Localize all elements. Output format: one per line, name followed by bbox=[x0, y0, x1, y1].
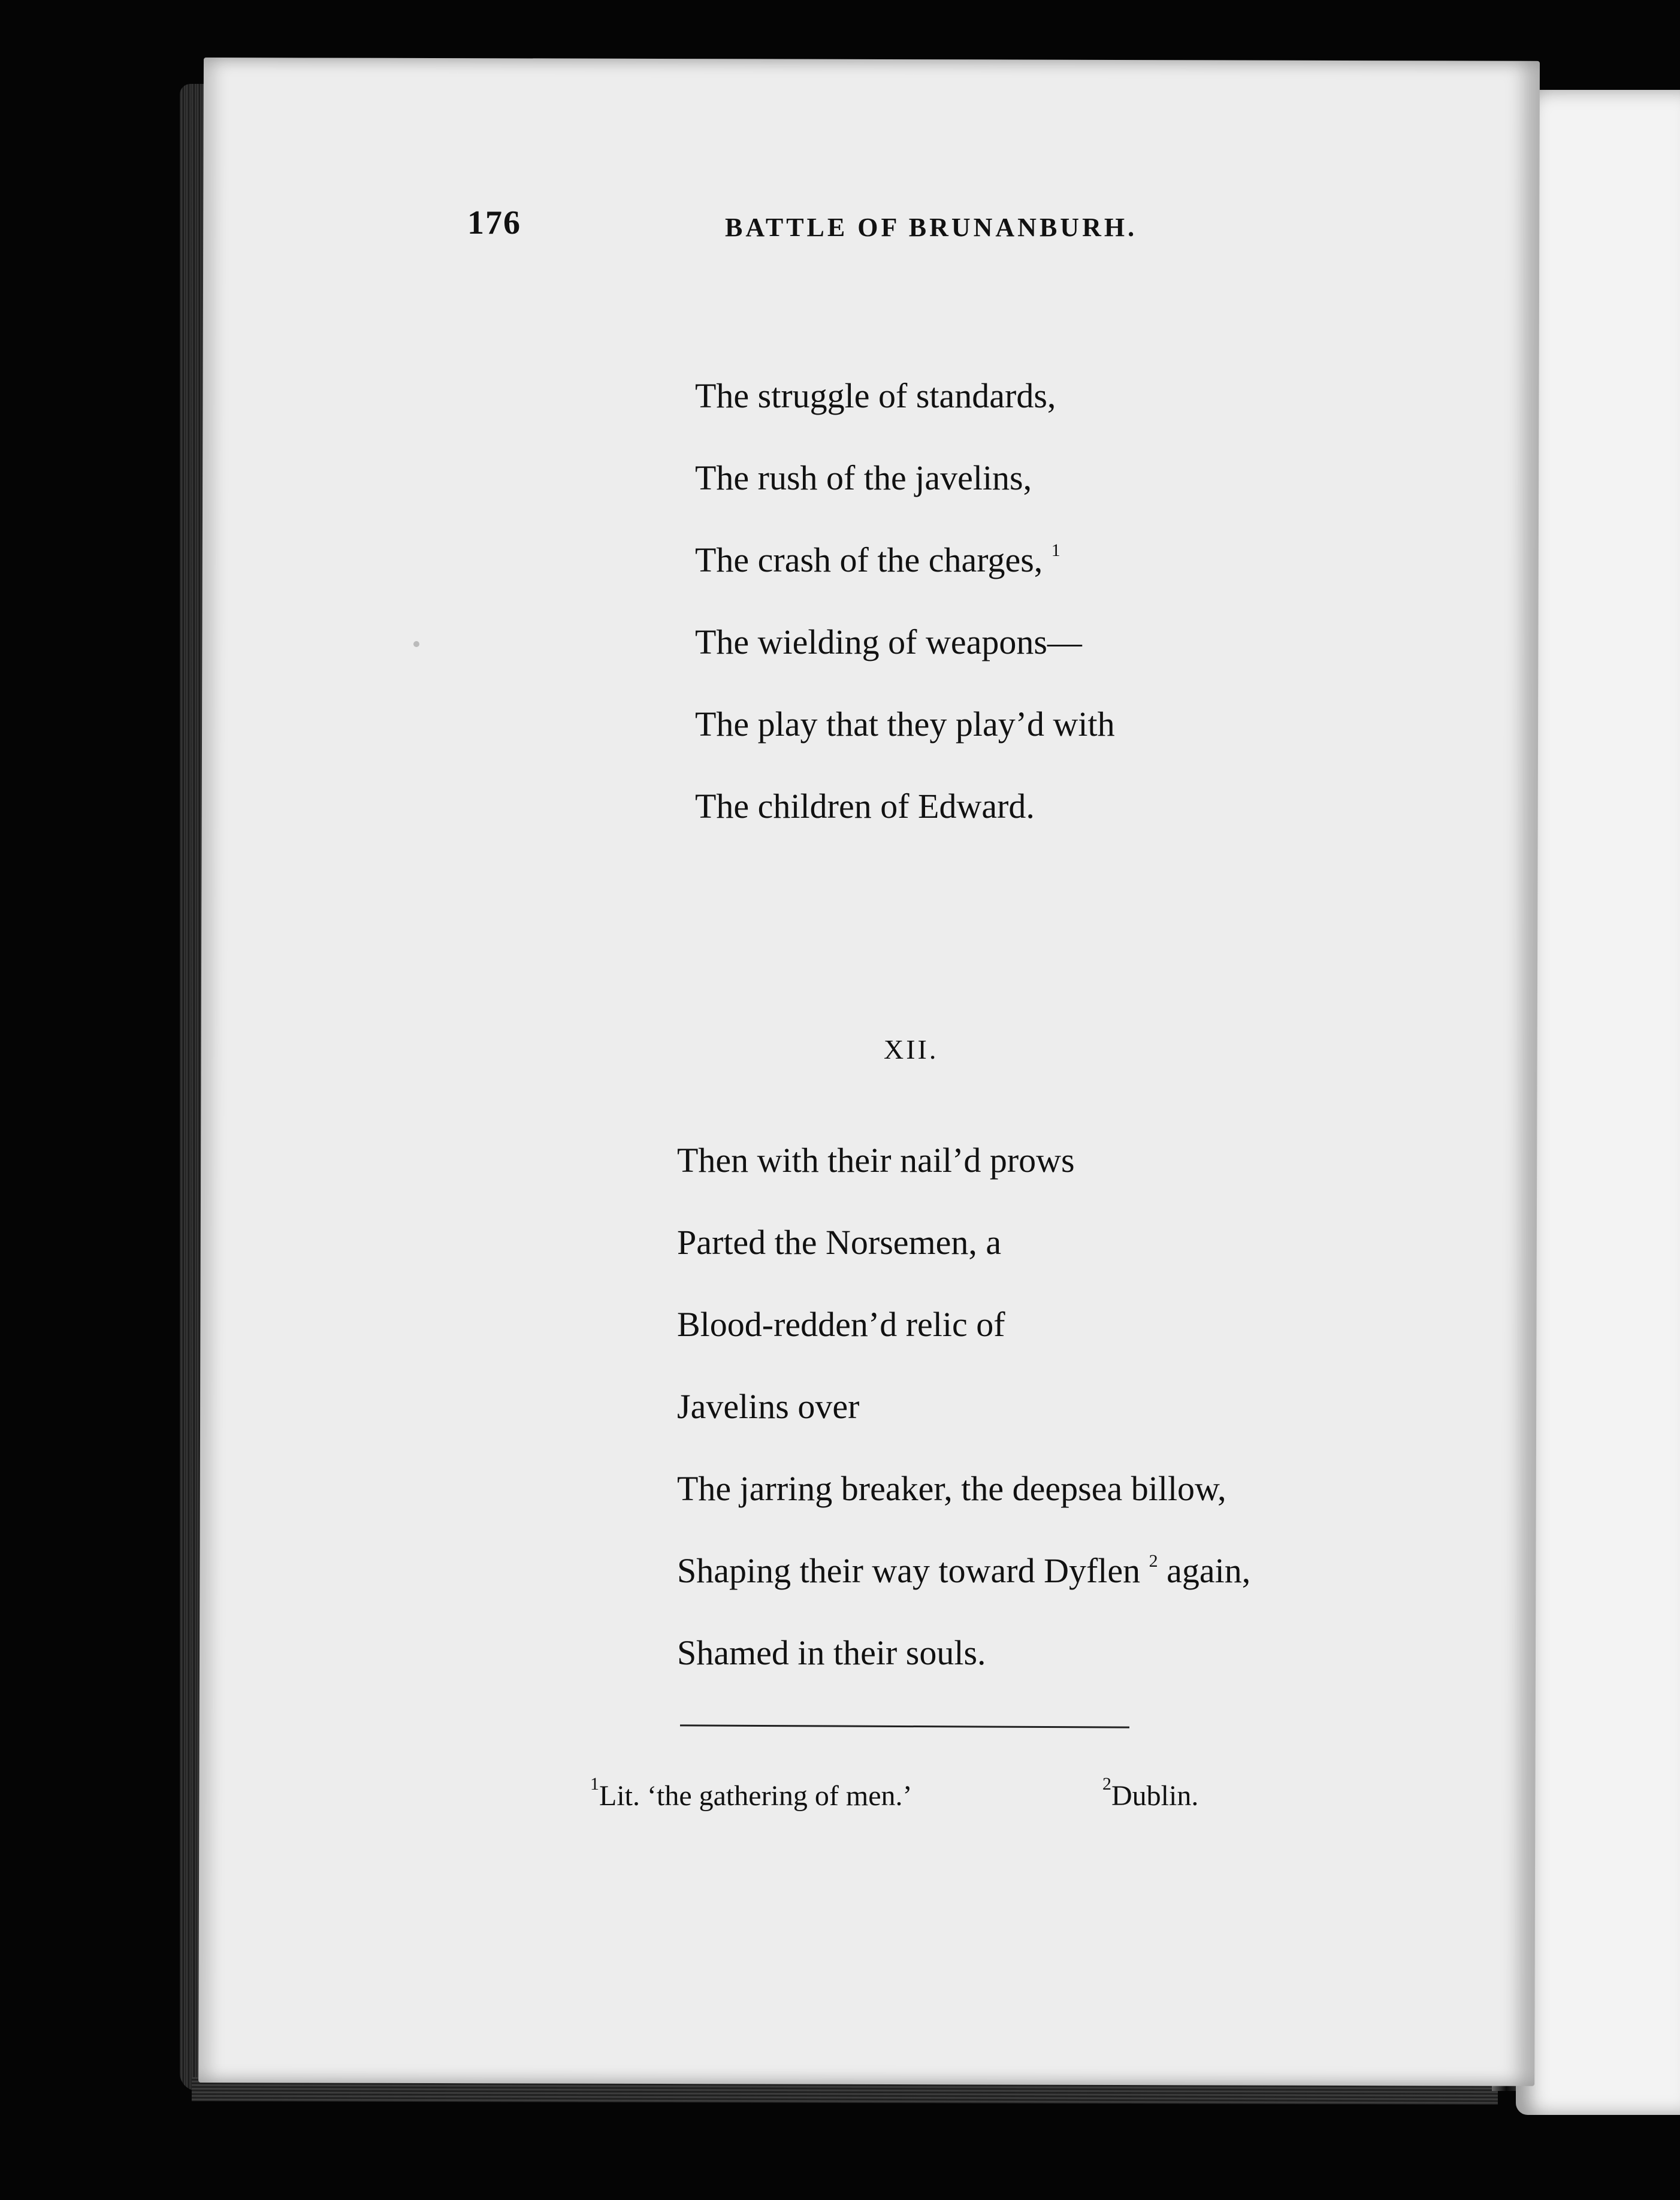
footnote-ref[interactable]: 1 bbox=[1051, 540, 1060, 560]
footnote-mark: 1 bbox=[590, 1774, 599, 1794]
running-title: BATTLE OF BRUNANBURH. bbox=[725, 213, 1138, 242]
verse-line: Shaping their way toward Dyflen $^2$ again, bbox=[677, 1551, 1251, 1590]
section-numeral: XII. bbox=[884, 1034, 939, 1065]
verse-line: Javelins over bbox=[677, 1387, 860, 1426]
verse-line: Then with their nail’d prows bbox=[677, 1141, 1075, 1180]
page-number: 176 bbox=[467, 204, 521, 241]
paper-speck bbox=[413, 641, 419, 647]
footnote-text: Lit. ‘the gathering of men.’ bbox=[599, 1780, 912, 1812]
verse-line: The wielding of weapons— bbox=[695, 622, 1082, 661]
verse-line: The crash of the charges, $^1$ bbox=[695, 540, 1060, 579]
verse-line: The jarring breaker, the deepsea billow, bbox=[677, 1469, 1226, 1508]
verse-line: The play that they play’d with bbox=[695, 705, 1115, 744]
stanza-1 bbox=[695, 355, 1115, 847]
footnote bbox=[1102, 1774, 1199, 1812]
verse-line: The rush of the javelins, bbox=[695, 458, 1032, 497]
verse-line: Parted the Norsemen, a bbox=[677, 1223, 1002, 1262]
verse-line: Shamed in their souls. bbox=[677, 1633, 986, 1672]
footnote-text: Dublin. bbox=[1111, 1780, 1199, 1812]
footnote-ref[interactable]: 2 bbox=[1149, 1551, 1158, 1571]
verse-line: The struggle of standards, bbox=[695, 376, 1056, 415]
verse-line: Blood-redden’d relic of bbox=[677, 1305, 1005, 1344]
footnote-mark: 2 bbox=[1102, 1774, 1111, 1794]
running-head bbox=[264, 204, 1222, 252]
stanza-2 bbox=[677, 1119, 1250, 1694]
verse-line: The children of Edward. bbox=[695, 787, 1035, 826]
footnote bbox=[590, 1774, 912, 1812]
facing-page bbox=[1516, 90, 1680, 2115]
